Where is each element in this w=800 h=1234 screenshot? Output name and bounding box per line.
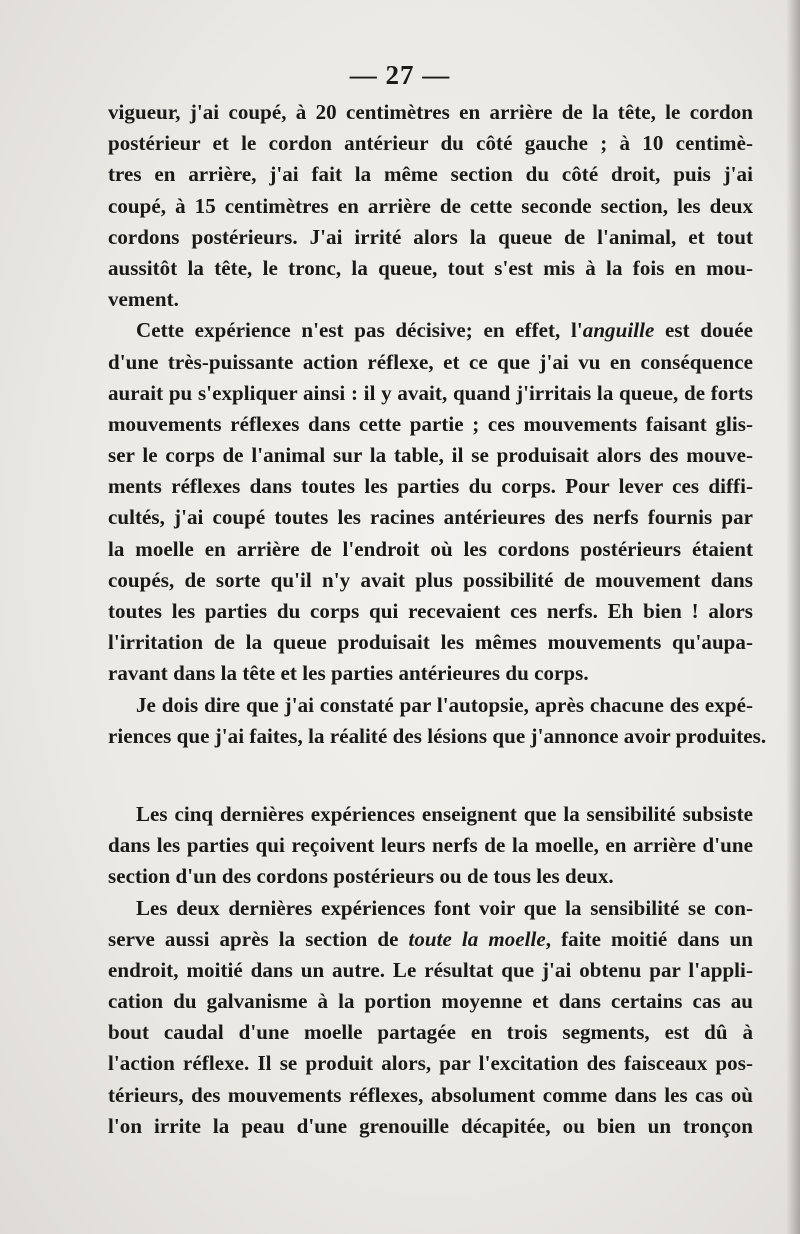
paragraph xyxy=(108,315,753,689)
text-line: la moelle en arrière de l'endroit où les cordons postérieurs étaient xyxy=(108,536,753,561)
page-number: — 27 — xyxy=(349,60,451,90)
text-line: d'une très-puissante action réflexe, et ce que j'ai vu en conséquence xyxy=(108,349,753,374)
text-line: riences que j'ai faites, la réalité des lésions que j'annonce avoir produites. xyxy=(108,723,767,748)
text-line: ser le corps de l'animal sur la table, il se produisait alors des mouve- xyxy=(108,443,753,468)
paragraph xyxy=(108,799,753,893)
section-gap xyxy=(108,752,753,799)
text-line: Les deux dernières expériences font voir que la sensibilité se con- xyxy=(136,895,753,920)
text-line: ravant dans la tête et les parties antérieures du corps. xyxy=(108,661,589,686)
text-line: l'action réflexe. Il se produit alors, par l'excitation des faisceaux pos- xyxy=(108,1051,753,1076)
line-text-before-italic: Cette expérience n'est pas décisive; en effet, l' xyxy=(136,318,583,343)
text-line: coupés, de sorte qu'il n'y avait plus possibilité de mouvement dans xyxy=(108,567,753,592)
text-line: toutes les parties du corps qui recevaient ces nerfs. Eh bien ! alors xyxy=(108,599,753,623)
text-line: section d'un des cordons postérieurs ou de tous les deux. xyxy=(108,864,614,889)
text-line xyxy=(108,315,753,346)
text-line: Les cinq dernières expériences enseignent que la sensibilité subsiste xyxy=(136,801,753,826)
text-line xyxy=(108,924,753,955)
line-text-after-italic: est douée xyxy=(654,318,753,343)
text-line: l'on irrite la peau d'une grenouille décapitée, ou bien un tronçon xyxy=(108,1113,753,1138)
italic-term: anguille xyxy=(582,318,655,343)
text-line: endroit, moitié dans un autre. Le résultat que j'ai obtenu par l'appli- xyxy=(108,957,753,982)
text-line: tres en arrière, j'ai fait la même section du côté droit, puis j'ai xyxy=(108,162,753,187)
line-text-before-italic: serve aussi après la section de xyxy=(108,926,409,951)
page-edge-shadow xyxy=(786,0,800,1234)
text-line: l'irritation de la queue produisait les mêmes mouvements qu'aupa- xyxy=(108,630,753,655)
text-line: vement. xyxy=(108,287,179,312)
text-line: cultés, j'ai coupé toutes les racines antérieures des nerfs fournis par xyxy=(108,505,753,530)
text-line: vigueur, j'ai coupé, à 20 centimètres en arrière de la tête, le cordon xyxy=(108,100,753,124)
text-line: aussitôt la tête, le tronc, la queue, tout s'est mis à la fois en mou- xyxy=(108,255,753,280)
text-line: cation du galvanisme à la portion moyenne et dans certains cas au xyxy=(108,989,753,1014)
line-text-after-italic: , faite moitié dans un xyxy=(545,926,753,951)
text-line: aurait pu s'expliquer ainsi : il y avait, quand j'irritais la queue, de forts xyxy=(108,380,753,405)
text-line: cordons postérieurs. J'ai irrité alors la queue de l'animal, et tout xyxy=(108,224,753,249)
paragraph xyxy=(108,97,753,315)
text-line: Je dois dire que j'ai constaté par l'autopsie, après chacune des expé- xyxy=(136,692,753,717)
text-line: mouvements réflexes dans cette partie ; ces mouvements faisant glis- xyxy=(108,411,753,436)
text-line: ments réflexes dans toutes les parties du corps. Pour lever ces diffi- xyxy=(108,474,753,499)
paragraph xyxy=(108,893,753,1143)
text-line: bout caudal d'une moelle partagée en trois segments, est dû à xyxy=(108,1020,753,1045)
italic-term: toute la moelle xyxy=(408,926,546,951)
page-body xyxy=(108,97,767,1142)
text-line: térieurs, des mouvements réflexes, absolument comme dans les cas où xyxy=(108,1082,753,1107)
paragraph xyxy=(108,690,767,752)
text-line: coupé, à 15 centimètres en arrière de cette seconde section, les deux xyxy=(108,193,753,218)
text-line: postérieur et le cordon antérieur du côté gauche ; à 10 centimè- xyxy=(108,131,753,156)
text-line: dans les parties qui reçoivent leurs nerfs de la moelle, en arrière d'une xyxy=(108,833,753,858)
